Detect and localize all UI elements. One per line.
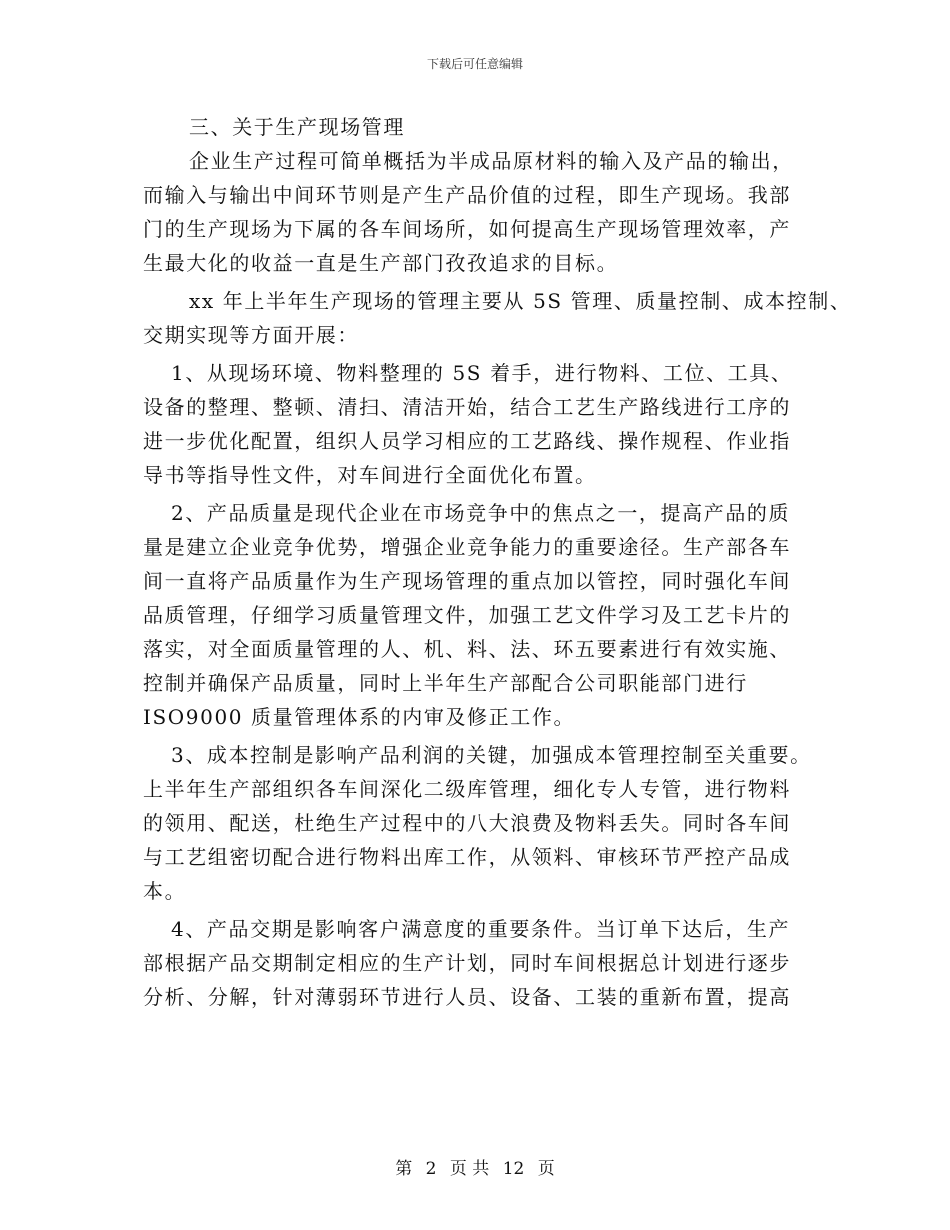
current-page-number: 2 — [425, 1159, 437, 1179]
paragraph-line: 的领用、配送，杜绝生产过程中的八大浪费及物料丢失。同时各车间 — [143, 811, 791, 835]
paragraph-line: 设备的整理、整顿、清扫、清洁开始，结合工艺生产路线进行工序的 — [143, 395, 791, 419]
paragraph-line: 品质管理，仔细学习质量管理文件，加强工艺文件学习及工艺卡片的 — [143, 603, 791, 627]
footer-mid: 页 共 — [449, 1159, 490, 1179]
paragraph-2 — [143, 284, 852, 352]
paragraph-line: 与工艺组密切配合进行物料出库工作，从领料、审核环节严控产品成 — [143, 845, 791, 869]
paragraph-line: 企业生产过程可简单概括为半成品原材料的输入及产品的输出， — [189, 149, 794, 173]
paragraph-3 — [143, 356, 823, 492]
paragraph-line: 本。 — [143, 879, 187, 903]
page-header-note: 下载后可任意编辑 — [426, 57, 523, 71]
page-number-footer — [0, 1154, 950, 1179]
paragraph-line: 上半年生产部组织各车间深化二级库管理，细化专人专管，进行物料 — [143, 777, 791, 801]
paragraph-line: 控制并确保产品质量，同时上半年生产部配合公司职能部门进行 — [143, 671, 748, 695]
paragraph-line: 量是建立企业竞争优势，增强企业竞争能力的重要途径。生产部各车 — [143, 535, 791, 559]
paragraph-line: 导书等指导性文件，对车间进行全面优化布置。 — [143, 463, 597, 487]
total-pages: 12 — [502, 1159, 525, 1179]
paragraph-line: ISO9000 质量管理体系的内审及修正工作。 — [143, 705, 576, 729]
paragraph-6 — [143, 912, 823, 1014]
section-heading: 三、关于生产现场管理 — [189, 115, 405, 139]
paragraph-line: 门的生产现场为下属的各车间场所，如何提高生产现场管理效率，产 — [143, 217, 791, 241]
paragraph-line: 2、产品质量是现代企业在市场竞争中的焦点之一，提高产品的质 — [171, 501, 791, 525]
paragraph-line: 3、成本控制是影响产品利润的关键，加强成本管理控制至关重要。 — [171, 743, 812, 767]
paragraph-line: 1、从现场环境、物料整理的 5S 着手，进行物料、工位、工具、 — [171, 361, 793, 385]
paragraph-5 — [143, 738, 823, 908]
paragraph-line: 进一步优化配置，组织人员学习相应的工艺路线、操作规程、作业指 — [143, 429, 791, 453]
paragraph-line: 间一直将产品质量作为生产现场管理的重点加以管控，同时强化车间 — [143, 569, 791, 593]
paragraph-line: xx 年上半年生产现场的管理主要从 5S 管理、质量控制、成本控制、 — [189, 289, 852, 313]
paragraph-line: 部根据产品交期制定相应的生产计划，同时车间根据总计划进行逐步 — [143, 951, 791, 975]
footer-prefix: 第 — [395, 1159, 413, 1179]
paragraph-1 — [143, 144, 823, 280]
document-body — [143, 110, 852, 1014]
paragraph-line: 落实，对全面质量管理的人、机、料、法、环五要素进行有效实施、 — [143, 637, 791, 661]
paragraph-line: 而输入与输出中间环节则是产生产品价值的过程，即生产现场。我部 — [143, 183, 791, 207]
paragraph-line: 分析、分解，针对薄弱环节进行人员、设备、工装的重新布置，提高 — [143, 985, 791, 1009]
footer-suffix: 页 — [537, 1159, 555, 1179]
paragraph-line: 交期实现等方面开展： — [143, 323, 359, 347]
paragraph-4 — [143, 496, 823, 734]
paragraph-line: 生最大化的收益一直是生产部门孜孜追求的目标。 — [143, 251, 619, 275]
paragraph-line: 4、产品交期是影响客户满意度的重要条件。当订单下达后，生产 — [171, 917, 791, 941]
